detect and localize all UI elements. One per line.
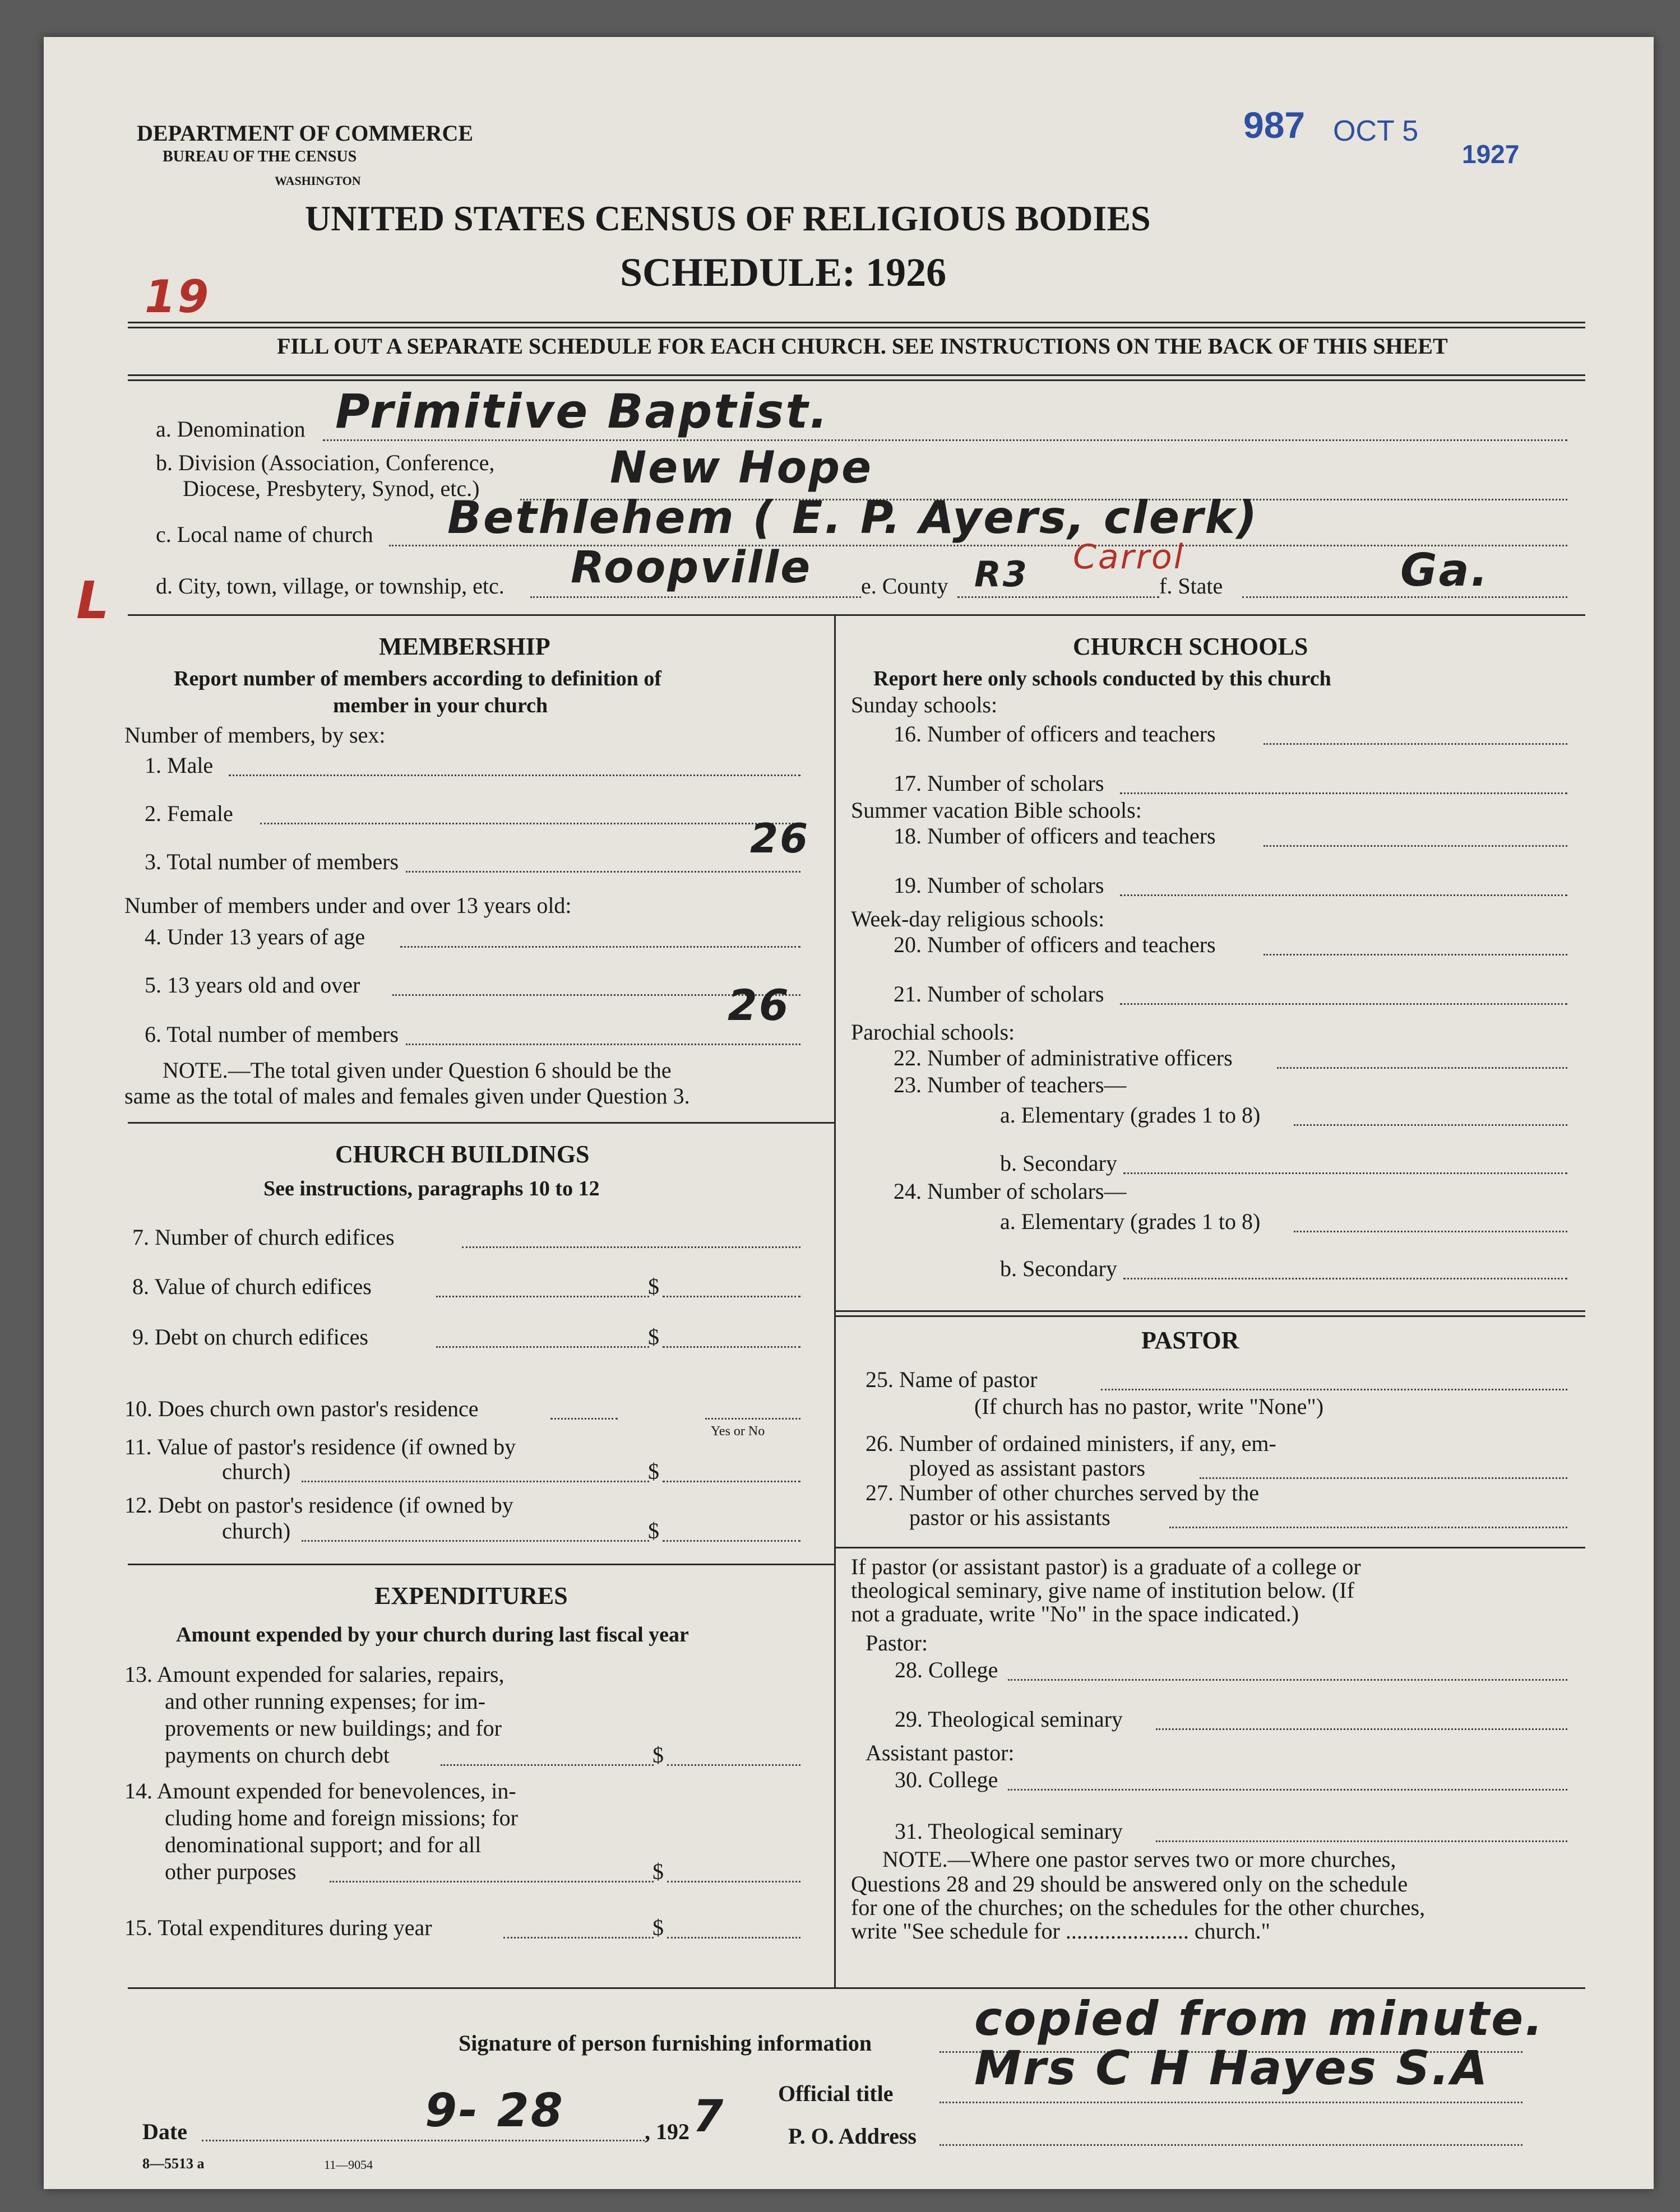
date-label: Date [142,2119,187,2144]
pastor-note-2: Questions 28 and 29 should be answered only on the schedule [851,1871,1408,1896]
q13-amount-line [667,1764,800,1766]
department-name: DEPARTMENT OF COMMERCE [137,120,474,146]
q29-label: 29. Theological seminary [895,1706,1123,1732]
buildings-heading: CHURCH BUILDINGS [335,1140,590,1168]
members-by-sex-label: Number of members, by sex: [124,722,386,748]
state-value: Ga. [1400,544,1490,596]
q6-line [406,1044,800,1045]
q13-label-2: and other running expenses; for im- [165,1689,486,1714]
q30-line [1008,1789,1567,1791]
pastor-note-1: NOTE.—Where one pastor serves two or more churches, [882,1847,1396,1872]
header-double-rule-2 [128,374,1585,381]
pastor-heading: PASTOR [1141,1327,1239,1354]
red-annotation-number: 19 [145,271,211,323]
official-title-label: Official title [778,2081,894,2106]
q13-label-4: payments on church debt [165,1742,390,1768]
q22-label: 22. Number of administrative officers [894,1045,1233,1070]
schools-heading: CHURCH SCHOOLS [1073,633,1308,660]
q14-amount-line [667,1881,800,1882]
q11-amount-line [663,1481,800,1482]
county-line [957,596,1159,598]
q14-label-2: cluding home and foreign missions; for [165,1805,518,1830]
q24b-line [1123,1278,1567,1279]
q14-label-3: denominational support; and for all [165,1832,482,1857]
q12-amount-line [663,1540,800,1542]
q12-line [302,1540,649,1542]
q11-label-2: church) [222,1459,291,1484]
red-annotation-side: L [76,571,111,630]
expenditures-sub: Amount expended by your church during last fiscal year [176,1623,689,1647]
assistant-pastor-subheading: Assistant pastor: [866,1740,1015,1765]
q7-line [462,1246,800,1248]
q11-label-1: 11. Value of pastor's residence (if owned by [124,1434,516,1459]
county-value: R3 [974,554,1029,595]
graduate-note-1: If pastor (or assistant pastor) is a graduate of a college or [851,1554,1361,1579]
q15-line [503,1937,654,1939]
county-red-value: Carrol [1073,537,1185,577]
q23-label: 23. Number of teachers— [894,1072,1127,1097]
q18-label: 18. Number of officers and teachers [894,823,1216,848]
weekday-schools-label: Week-day religious schools: [851,906,1105,931]
q13-line [441,1764,654,1766]
state-line [1242,596,1567,598]
q16-line [1264,743,1567,745]
schedule-year: SCHEDULE: 1926 [620,250,947,295]
q24b-label: b. Secondary [1000,1256,1117,1281]
pastor-note-3: for one of the churches; on the schedules for the other churches, [851,1895,1426,1920]
local-name-label: c. Local name of church [156,522,373,547]
q12-label-1: 12. Debt on pastor's residence (if owned by [124,1492,513,1518]
header-double-rule [128,322,1585,328]
county-label: e. County [861,573,948,599]
q31-label: 31. Theological seminary [895,1819,1123,1844]
q3-total-label: 3. Total number of members [145,849,399,874]
q14-line [330,1881,654,1882]
q24a-line [1294,1231,1567,1232]
q12-dollar: $ [648,1518,659,1543]
po-address-line [939,2144,1522,2146]
q27-label-2: pastor or his assistants [909,1505,1110,1530]
state-label: f. State [1159,573,1223,599]
year-prefix: , 192 [645,2119,689,2144]
q18-line [1264,845,1567,847]
q13-dollar: $ [652,1742,664,1768]
q19-line [1120,894,1567,896]
q16-label: 16. Number of officers and teachers [894,721,1216,746]
division-label-2: Diocese, Presbytery, Synod, etc.) [183,476,480,501]
q13-label-3: provements or new buildings; and for [165,1715,502,1741]
form-number: 8—5513 a [142,2155,205,2172]
yes-or-no-hint: Yes or No [711,1424,765,1439]
q27-label-1: 27. Number of other churches served by the [866,1480,1259,1505]
q26-line [1200,1477,1567,1479]
q24a-label: a. Elementary (grades 1 to 8) [1000,1209,1261,1234]
denomination-line [323,439,1567,441]
graduate-note-3: not a graduate, write "No" in the space indicated.) [851,1601,1299,1626]
membership-sub-2: member in your church [333,694,548,717]
summer-schools-label: Summer vacation Bible schools: [851,797,1142,823]
local-name-value: Bethlehem ( E. P. Ayers, clerk) [447,491,1259,544]
q9-dollar: $ [648,1324,659,1350]
q29-line [1156,1728,1567,1730]
q1-line [229,775,800,776]
q28-line [1008,1679,1567,1681]
q10-answer-line [705,1418,800,1420]
footer-rule [128,1987,1585,1989]
q21-label: 21. Number of scholars [894,981,1104,1007]
date-value: 9- 28 [425,2084,564,2137]
q9-line [436,1346,649,1348]
q8-amount-line [663,1296,800,1297]
q23b-label: b. Secondary [1000,1151,1117,1176]
pastor-note-4: write "See schedule for ...................... church." [851,1918,1271,1944]
q11-line [302,1481,649,1482]
instruction-line: FILL OUT A SEPARATE SCHEDULE FOR EACH CHURCH. SEE INSTRUCTIONS ON THE BACK OF THIS SHEET [277,333,1448,359]
division-value: New Hope [610,443,873,493]
membership-sub-1: Report number of members according to definition of [174,667,662,690]
form-title: UNITED STATES CENSUS OF RELIGIOUS BODIES [305,198,1151,238]
q8-dollar: $ [648,1274,659,1299]
q15-dollar: $ [652,1915,664,1940]
po-address-label: P. O. Address [788,2123,917,2149]
q2-line [260,823,800,824]
membership-note-1: NOTE.—The total given under Question 6 should be the [163,1058,672,1083]
section-rule [128,614,1585,616]
received-stamp-date: OCT 5 [1333,115,1419,147]
q3-total-value: 26 [750,815,810,862]
expenditures-heading: EXPENDITURES [374,1582,568,1610]
q7-label: 7. Number of church edifices [132,1225,395,1250]
q8-label: 8. Value of church edifices [132,1274,372,1299]
signature-label: Signature of person furnishing information [459,2030,872,2056]
q27-line [1169,1527,1567,1528]
q10-label: 10. Does church own pastor's residence [124,1396,479,1421]
sunday-schools-label: Sunday schools: [851,692,998,717]
q23b-line [1123,1172,1567,1174]
graduate-note-2: theological seminary, give name of institution below. (If [851,1578,1354,1603]
q12-label-2: church) [222,1518,291,1543]
signature-value: copied from minute. [974,1991,1545,2046]
q9-amount-line [663,1346,800,1348]
print-number: 11—9054 [324,2158,373,2172]
q14-dollar: $ [652,1859,664,1884]
expenditures-rule [128,1564,834,1565]
q3-line [406,871,800,873]
members-by-age-label: Number of members under and over 13 years old: [124,893,572,918]
q22-line [1277,1067,1567,1069]
q20-label: 20. Number of officers and teachers [894,932,1216,957]
parochial-schools-label: Parochial schools: [851,1019,1015,1045]
denomination-value: Primitive Baptist. [335,384,830,439]
q28-label: 28. College [895,1657,998,1682]
denomination-label: a. Denomination [156,416,306,442]
census-schedule-sheet [44,37,1654,2189]
q14-label-1: 14. Amount expended for benevolences, in- [124,1778,516,1803]
local-name-line [389,545,1567,546]
division-label-1: b. Division (Association, Conference, [156,450,495,475]
membership-heading: MEMBERSHIP [379,633,550,660]
q25-note: (If church has no pastor, write "None") [974,1394,1324,1419]
q17-label: 17. Number of scholars [894,771,1104,796]
q30-label: 30. College [895,1767,998,1792]
q15-label: 15. Total expenditures during year [124,1915,432,1940]
q23a-label: a. Elementary (grades 1 to 8) [1000,1102,1261,1128]
q17-line [1120,792,1567,794]
q9-label: 9. Debt on church edifices [132,1324,368,1350]
q4-line [400,946,800,948]
q23a-line [1294,1124,1567,1126]
q26-label-2: ployed as assistant pastors [909,1455,1146,1481]
q11-dollar: $ [648,1459,659,1484]
city-label: d. City, town, village, or township, etc. [156,573,505,599]
buildings-rule [128,1122,834,1124]
buildings-sub: See instructions, paragraphs 10 to 12 [263,1177,600,1200]
q24-label: 24. Number of scholars— [894,1179,1127,1204]
q6-total-value: 26 [728,980,790,1030]
q31-line [1156,1840,1567,1842]
pastor-rule [834,1310,1585,1317]
q25-label: 25. Name of pastor [866,1367,1038,1392]
received-stamp-year: 1927 [1462,140,1520,169]
official-title-value: Mrs C H Hayes S.A [974,2041,1489,2095]
received-stamp-number: 987 [1243,104,1306,146]
q14-label-4: other purposes [165,1859,297,1884]
city-value: Roopville [571,542,812,593]
q1-male-label: 1. Male [145,753,214,778]
q21-line [1120,1003,1567,1005]
q20-line [1264,954,1567,956]
membership-note-2: same as the total of males and females given under Question 3. [124,1083,690,1109]
official-title-line [939,2102,1522,2103]
q8-line [436,1296,649,1297]
pastor-subheading: Pastor: [866,1630,928,1655]
q15-amount-line [667,1937,800,1939]
q5-over-13-label: 5. 13 years old and over [145,972,360,998]
q26-label-1: 26. Number of ordained ministers, if any, em- [866,1431,1276,1456]
city-line [530,596,861,598]
date-line [202,2140,645,2141]
bureau-city: WASHINGTON [275,174,361,188]
q4-under-13-label: 4. Under 13 years of age [145,924,365,949]
column-divider [834,614,836,1987]
q13-label-1: 13. Amount expended for salaries, repairs, [124,1662,505,1687]
schools-sub: Report here only schools conducted by this church [873,667,1331,690]
bureau-name: BUREAU OF THE CENSUS [163,148,357,165]
q25-line [1101,1389,1567,1390]
q10-line [550,1418,618,1420]
graduate-rule [834,1547,1585,1548]
q2-female-label: 2. Female [145,801,233,826]
year-value: 7 [693,2092,725,2142]
q6-total-label: 6. Total number of members [145,1022,399,1047]
q19-label: 19. Number of scholars [894,873,1104,898]
